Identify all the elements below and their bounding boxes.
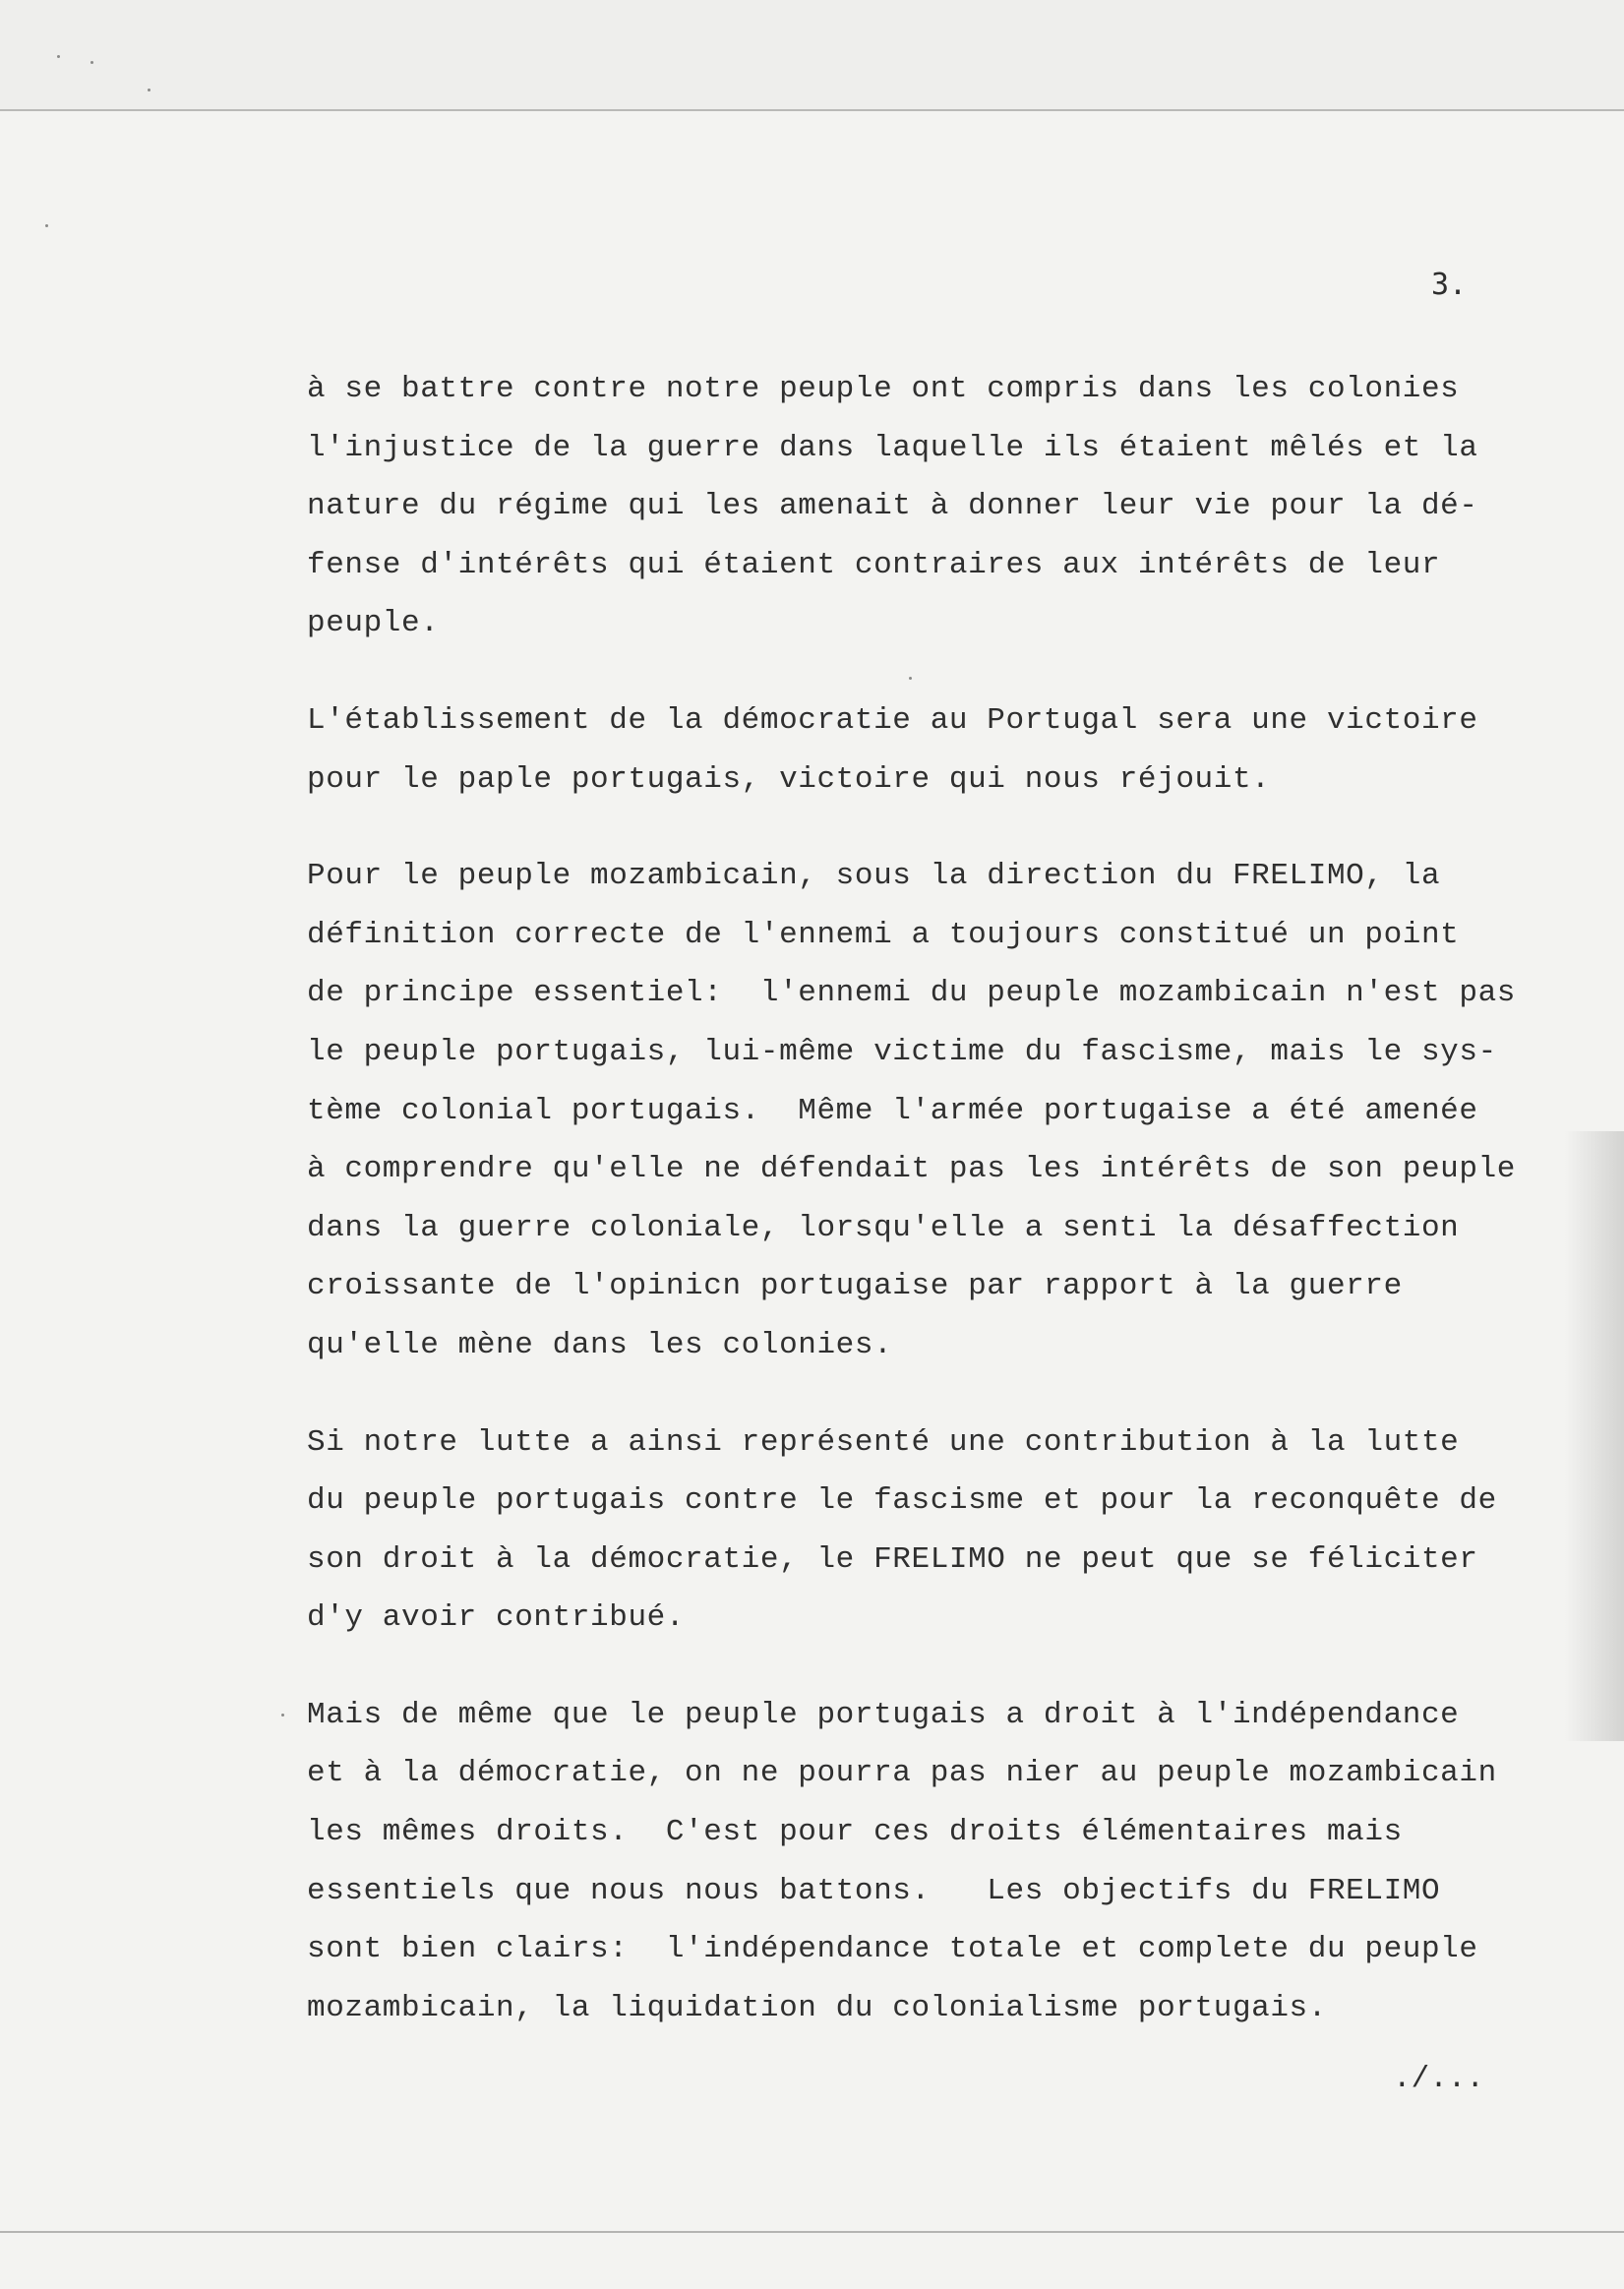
text-line: fense d'intérêts qui étaient contraires aux intérêts de leur: [307, 547, 1441, 582]
text-line: mozambicain, la liquidation du colonialisme portugais.: [307, 1990, 1327, 2025]
top-margin-strip: [0, 0, 1624, 110]
bottom-fold-line: [0, 2231, 1624, 2233]
text-line: les mêmes droits. C'est pour ces droits élémentaires mais: [307, 1815, 1403, 1850]
text-line: de principe essentiel: l'ennemi du peuple mozambicain n'est pas: [307, 976, 1516, 1011]
text-line: dans la guerre coloniale, lorsqu'elle a senti la désaffection: [307, 1210, 1460, 1245]
text-line: à se battre contre notre peuple ont compris dans les colonies: [307, 372, 1460, 406]
text-line: du peuple portugais contre le fascisme et pour la reconquête de: [307, 1483, 1497, 1519]
body-text: [307, 360, 1605, 2076]
text-line: peuple.: [307, 606, 440, 641]
text-line: essentiels que nous nous battons. Les objectifs du FRELIMO: [307, 1873, 1441, 1908]
paragraph-1: [307, 360, 1605, 653]
text-line: à comprendre qu'elle ne défendait pas les intérêts de son peuple: [307, 1152, 1516, 1187]
scan-speck: [148, 89, 150, 91]
text-line: l'injustice de la guerre dans laquelle ils étaient mêlés et la: [307, 430, 1478, 465]
text-line: sont bien clairs: l'indépendance totale et complete du peuple: [307, 1932, 1478, 1967]
scan-speck: [57, 55, 60, 58]
text-line: le peuple portugais, lui-même victime du fascisme, mais le sys-: [307, 1034, 1497, 1069]
text-line: L'établissement de la démocratie au Portugal sera une victoire: [307, 702, 1478, 738]
paragraph-2: [307, 692, 1605, 809]
text-line: Si notre lutte a ainsi représenté une contribution à la lutte: [307, 1424, 1460, 1460]
scan-speck: [281, 1714, 284, 1717]
scan-speck: [90, 61, 93, 64]
text-line: Mais de même que le peuple portugais a droit à l'indépendance: [307, 1697, 1460, 1732]
text-line: tème colonial portugais. Même l'armée portugaise a été amenée: [307, 1093, 1478, 1128]
text-line: pour le paple portugais, victoire qui nous réjouit.: [307, 761, 1271, 797]
paragraph-3: [307, 847, 1605, 1374]
text-line: définition correcte de l'ennemi a toujours constitué un point: [307, 917, 1460, 952]
paragraph-4: [307, 1414, 1605, 1648]
scan-speck: [45, 224, 48, 227]
text-line: croissante de l'opinicn portugaise par rapport à la guerre: [307, 1269, 1403, 1304]
text-line: son droit à la démocratie, le FRELIMO ne peut que se féliciter: [307, 1541, 1478, 1577]
page-number: 3.: [1431, 268, 1468, 302]
text-line: d'y avoir contribué.: [307, 1600, 686, 1636]
text-line: Pour le peuple mozambicain, sous la direction du FRELIMO, la: [307, 859, 1441, 894]
text-line: et à la démocratie, on ne pourra pas nier au peuple mozambicain: [307, 1756, 1497, 1791]
paragraph-5: [307, 1686, 1605, 2038]
text-line: nature du régime qui les amenait à donner leur vie pour la dé-: [307, 489, 1478, 524]
top-fold-line: [0, 109, 1624, 111]
text-line: qu'elle mène dans les colonies.: [307, 1327, 893, 1362]
continuation-mark: ./...: [1393, 2062, 1485, 2096]
